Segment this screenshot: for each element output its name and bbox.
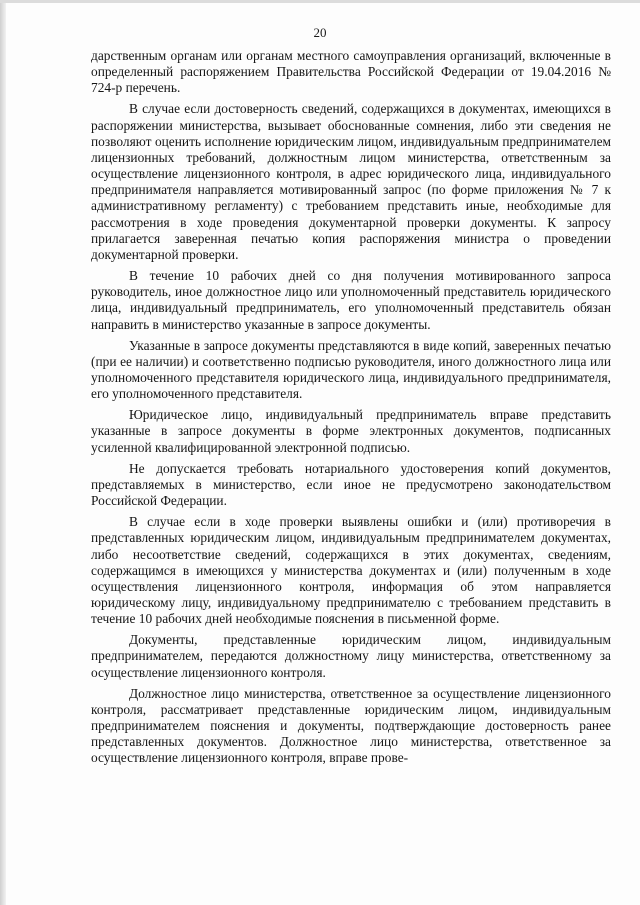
paragraph-no-notary: Не допускается требовать нотариального удостоверения копий документов, представляемых в министерство, если иное не предусмотрено законодательством Российской Федерации. (91, 460, 611, 509)
page-number: 20 (313, 25, 327, 40)
paragraph-errors-found: В случае если в ходе проверки выявлены ошибки и (или) противоречия в представленных юридическим лицом, индивидуальным предпринимателем документах, либо несоответствие сведений, содержащихся в этих документах, сведениям, содержащимся в имеющихся у министерства документах и (или) полученным в ходе осуществления лицензионного контроля, информация об этом направляется юридическому лицу, индивидуальному предпринимателю с требованием представить в течение 10 рабочих дней необходимые пояснения в письменной форме. (91, 514, 611, 627)
paragraph-documents-transferred: Документы, представленные юридическим лицом, индивидуальным предпринимателем, передаются должностному лицу министерства, ответственному за осуществление лицензионного контроля. (91, 632, 611, 680)
paragraph-electronic-documents: Юридическое лицо, индивидуальный предприниматель вправе представить указанные в запросе документы в форме электронных документов, подписанных усиленной квалифицированной электронной подписью. (91, 407, 611, 455)
body-text (91, 48, 611, 767)
scan-top-edge (0, 0, 640, 3)
paragraph-ten-days-response: В течение 10 рабочих дней со дня получения мотивированного запроса руководитель, иное должностное лицо или уполномоченный представитель юридического лица, индивидуальный предприниматель, его уполномоченный представитель обязан направить в министерство указанные в запросе документы. (91, 268, 611, 332)
scan-edge-shadow (0, 0, 6, 905)
paragraph-reliability-doubts: В случае если достоверность сведений, содержащихся в документах, имеющихся в распоряжении министерства, вызывает обоснованные сомнения, либо эти сведения не позволяют оценить исполнение юридическим лицом, индивидуальным предпринимателем лицензионных требований, должностным лицом министерства, ответственным за осуществление лицензионного контроля, в адрес юридического лица, индивидуального предпринимателя направляется мотивированный запрос (по форме приложения № 7 к административному регламенту) с требованием представить иные, необходимые для рассмотрения в ходе проведения документарной проверки документы. К запросу прилагается заверенная печатью копия распоряжения министра о проведении документарной проверки. (91, 101, 611, 262)
paragraph-continuation: дарственным органам или органам местного самоуправления организаций, включенные в определенный распоряжением Правительства Российской Федерации от 19.04.2016 № 724-р перечень. (91, 48, 611, 96)
paragraph-copies-certified: Указанные в запросе документы представляются в виде копий, заверенных печатью (при ее наличии) и соответственно подписью руководителя, иного должностного лица или уполномоченного представителя юридического лица, индивидуального предпринимателя, его уполномоченного представителя. (91, 337, 611, 402)
paragraph-official-reviews: Должностное лицо министерства, ответственное за осуществление лицензионного контроля, рассматривает представленные юридическим лицом, индивидуальным предпринимателем пояснения и документы, подтверждающие достоверность ранее представленных документов. Должностное лицо министерства, ответственное за осуществление лицензионного контроля, вправе прове- (91, 685, 611, 766)
